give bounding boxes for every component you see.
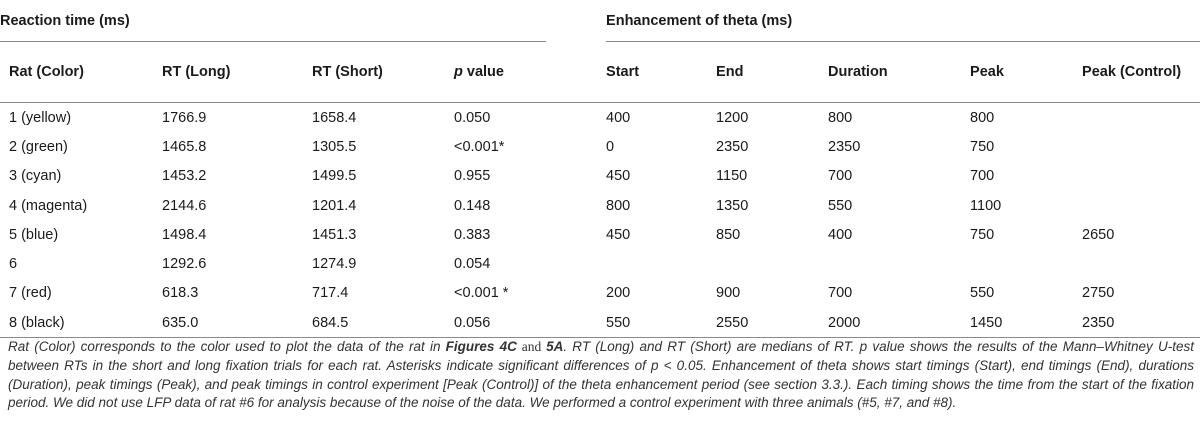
group-header-theta: Enhancement of theta (ms) — [606, 0, 1200, 42]
cell-p-value: <0.001* — [454, 138, 505, 155]
cell-rt-short: 1658.4 — [312, 109, 357, 126]
table-row — [0, 308, 1200, 338]
cell-end: 2350 — [716, 138, 749, 155]
cell-peak-control — [1082, 191, 1200, 220]
cell-rt-short: 1201.4 — [312, 197, 357, 214]
cell-end: 2550 — [716, 308, 828, 338]
col-header-duration: Duration — [828, 42, 970, 103]
cell-rt-long: 1498.4 — [162, 226, 207, 243]
cell-rt-long: 1292.6 — [162, 256, 207, 273]
cell-start: 0 — [606, 138, 615, 155]
cell-p-value: 0.148 — [454, 197, 491, 214]
cell-end: 1200 — [716, 109, 749, 126]
cell-duration: 700 — [828, 285, 853, 302]
cell-rt-long: 1453.2 — [162, 168, 207, 185]
column-header-row — [0, 42, 1200, 103]
cell-peak: 750 — [970, 138, 995, 155]
cell-rt-long: 2144.6 — [162, 197, 207, 214]
cell-p-value: 0.056 — [454, 308, 564, 338]
cell-start: 550 — [606, 308, 716, 338]
cell-rt-short: 717.4 — [312, 285, 349, 302]
cell-rat: 2 (green) — [9, 138, 68, 155]
cell-peak-control: 2650 — [1082, 226, 1115, 243]
cell-p-value: 0.955 — [454, 168, 491, 185]
cell-start: 800 — [606, 197, 631, 214]
cell-peak: 800 — [970, 109, 995, 126]
cell-rt-short: 1305.5 — [312, 138, 357, 155]
cell-peak: 1100 — [970, 197, 1002, 214]
cell-p-value: 0.383 — [454, 226, 491, 243]
cell-rat: 6 — [9, 256, 18, 273]
cell-start: 400 — [606, 109, 631, 126]
cell-peak-control — [1082, 132, 1200, 161]
group-rule-theta — [606, 41, 1200, 42]
cell-duration: 550 — [828, 197, 853, 214]
cell-rt-short: 1274.9 — [312, 256, 357, 273]
figure-link[interactable]: Figures 4C — [445, 339, 517, 354]
cell-start: 200 — [606, 285, 631, 302]
cell-peak-control — [1082, 103, 1200, 133]
cell-start: 450 — [606, 226, 631, 243]
cell-duration — [828, 249, 970, 278]
cell-rat: 8 (black) — [0, 308, 162, 338]
cell-peak-control: 2750 — [1082, 285, 1115, 302]
cell-rat: 7 (red) — [9, 285, 52, 302]
group-header-reaction-time: Reaction time (ms) — [0, 0, 564, 42]
cell-start — [606, 249, 716, 278]
cell-end: 1350 — [716, 197, 749, 214]
cell-rat: 1 (yellow) — [9, 109, 72, 126]
cell-duration: 2350 — [828, 138, 861, 155]
cell-peak: 1450 — [970, 308, 1082, 338]
cell-duration: 800 — [828, 109, 853, 126]
table-row — [0, 191, 1200, 220]
col-header-end: End — [716, 42, 828, 103]
group-gap — [564, 0, 606, 42]
cell-peak: 700 — [970, 168, 995, 185]
cell-rt-long: 1465.8 — [162, 138, 207, 155]
cell-peak-control — [1082, 249, 1200, 278]
cell-rt-long: 635.0 — [162, 308, 312, 338]
group-rule-reaction-time — [0, 41, 546, 42]
cell-end: 900 — [716, 285, 741, 302]
table-row — [0, 103, 1200, 133]
cell-rt-short: 684.5 — [312, 308, 454, 338]
cell-duration: 700 — [828, 168, 853, 185]
figure-link[interactable]: 5A — [546, 339, 564, 354]
cell-end: 1150 — [716, 168, 748, 185]
cell-duration: 2000 — [828, 308, 970, 338]
cell-rat: 3 (cyan) — [9, 168, 62, 185]
col-header-start: Start — [606, 42, 716, 103]
col-header-peak: Peak — [970, 42, 1082, 103]
cell-rt-short: 1499.5 — [312, 168, 357, 185]
cell-rt-long: 1766.9 — [162, 109, 207, 126]
table-row — [0, 249, 1200, 278]
cell-rat: 5 (blue) — [9, 226, 59, 243]
cell-p-value: 0.050 — [454, 109, 491, 126]
col-header-rt-short: RT (Short) — [312, 42, 454, 103]
table-body — [0, 103, 1200, 338]
col-header-rt-long: RT (Long) — [162, 42, 312, 103]
table-row — [0, 220, 1200, 249]
cell-end: 850 — [716, 226, 741, 243]
table-row — [0, 132, 1200, 161]
col-header-gap — [564, 42, 606, 103]
cell-duration: 400 — [828, 226, 853, 243]
cell-rat: 4 (magenta) — [9, 197, 88, 214]
col-header-p-value: p value — [454, 42, 564, 103]
cell-rt-short: 1451.3 — [312, 226, 357, 243]
cell-peak-control: 2350 — [1082, 308, 1200, 338]
cell-start: 450 — [606, 168, 631, 185]
cell-peak: 750 — [970, 226, 995, 243]
cell-peak-control — [1082, 162, 1200, 191]
cell-p-value: 0.054 — [454, 256, 491, 273]
cell-end — [716, 249, 828, 278]
table-caption: Rat (Color) corresponds to the color used to plot the data of the rat in Figures 4C and 5A. RT (Long) and RT (Short) are medians of RT. p value shows the results of the Mann–Whitney U-test between RTs in the short and long fixation trials for each rat. Asterisks indicate significant differences of p < 0.05. Enhancement of theta shows start timings (Start), end timings (End), durations (Duration), peak timings (Peak), and peak timings in control experiment [Peak (Control)] of the theta enhancement period (see section 3.3.). Each timing shows the time from the start of the fixation period. We did not use LFP data of rat #6 for analysis because of the noise of the data. We performed a control experiment with three animals (#5, #7, and #8). — [8, 339, 1194, 411]
col-header-peak-control: Peak (Control) — [1082, 42, 1200, 103]
cell-p-value: <0.001 * — [454, 285, 509, 302]
group-header-row — [0, 0, 1200, 42]
cell-rt-long: 618.3 — [162, 285, 199, 302]
table-row — [0, 279, 1200, 308]
cell-peak — [970, 249, 1082, 278]
col-header-rat: Rat (Color) — [0, 42, 162, 103]
cell-peak: 550 — [970, 285, 995, 302]
table-row — [0, 162, 1200, 191]
